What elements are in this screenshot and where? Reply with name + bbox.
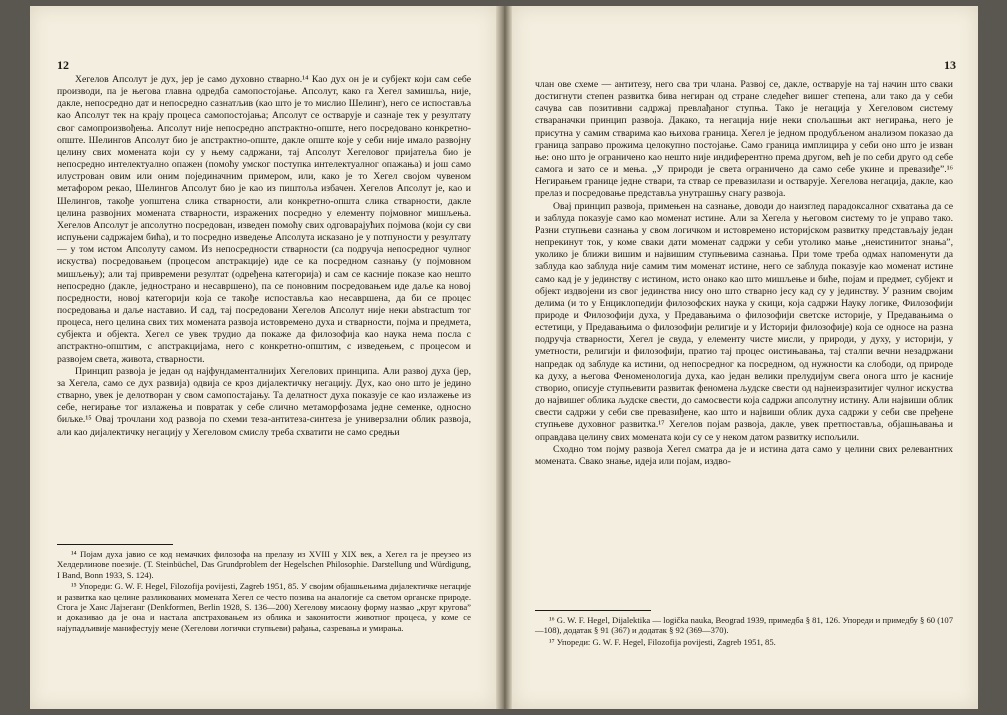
left-footnotes <box>57 549 471 634</box>
footnote: ¹⁶ G. W. F. Hegel, Dijalektika — logička nauka, Beograd 1939, примедба § 81, 126. Упореди и примедбу § 60 (107—108), додатак § 91 (367) и додатак § 92 (369—370). <box>535 615 953 636</box>
left-page-body <box>57 74 471 439</box>
left-page <box>30 6 496 709</box>
page-number-right: 13 <box>944 58 956 72</box>
footnote: ¹⁴ Појам духа јавио се код немачких филозофа на прелазу из XVIII у XIX век, а Хегел га је преузео из Хелдерлинове поезије. (Т. Steinbüchel, Das Grundproblem der Hegelschen Philosophie. Darstellung und Würdigung, I Band, Bonn 1933, S. 124). <box>57 549 471 580</box>
paragraph: члан ове схеме — антитезу, него сва три члана. Развој се, дакле, остварује на тај начин што сваки достигнути степен развитка бива негиран од стране следећег вишег степена, али тако да у себи сачува сав позитивни садржај превлађаног ступња. Тако је негација у Хегеловом систему ствараначки принцип развоја. Дакако, та негација није неки спољашњи акт негирања, него је присутна у самим стварима као њихова граница. Хегел је једном продубљеном анализом показао да граница заправо прожима целокупно постојање. Само граница имплицира у себи оно што је изван ње: оно што је ограничено као нешто није индиферентно према другом, већ је по себи друго од себе самога и зато се и мења. „У природи је света ограничено да само себе укине и превазиђе”.¹⁶ Негирањем границе једне ствари, та ствар се превазилази и остварује. Хегелова негација, дакле, као прелаз и посредовање представља унутрашњу снагу развоја. <box>535 79 953 200</box>
footnote-rule <box>57 544 173 545</box>
book-gutter <box>496 6 512 709</box>
footnote-rule <box>535 610 651 611</box>
footnote: ¹⁷ Упореди: G. W. F. Hegel, Filozofija povijesti, Zagreb 1951, 85. <box>549 636 776 647</box>
footnote: ¹⁵ Упореди: G. W. F. Hegel, Filozofija povijesti, Zagreb 1951, 85. У својим објашњењима дијалектичке негације и развитка као целине разликованих момената Хегел се често позива на аналогије са светом органске природе. Стога је Ханс Лајзеганг (Denkformen, Berlin 1928, S. 136—200) Хегелову мисаону форму назвао „круг кругова” и доказивао да је она и настала апстраховањем из облика и законитости животног процеса, у коме се најупадљивије манифестују мене (Хегелови логички ступњеви) рађања, сазревања и умирања. <box>57 581 471 633</box>
right-footnotes <box>535 615 953 648</box>
paragraph: Овај принцип развоја, примењен на сазнање, доводи до наизглед парадоксалног схватања да се и заблуда показује само као моменат истине. Али за Хегела у његовом систему то је управо тако. Разни ступњеви сазнања у свом логичком и истовремено историјском развитку представљају један непрекинут ток, у коме сваки дати моменат садржи у себи утолико мање „неистинитог знања”, уколико је ближи вишим и највишим ступњевима сазнања. При томе треба одмах напоменути да заблуда као заблуда није самим тим моменат истине, него се заблуда показује као моменат истине само кад је у јединству с истином, исто онако као што мишљење и биће, појам и предмет, субјект и објект издвојени из свог јединства нису оно што стварно јесу кад су у јединству. У разним својим делима (и то у Енциклопедији филозофских наука у скици, која садржи Науку логике, Филозофији природе и Филозофији духа, у Предавањима о филозофији светске историје, у Предавањима о естетици, у Предавањима о филозофији религије и у Историји филозофије) која се односе на разна подручја стварности, Хегел је свуда, у елементу чисте мисли, у природи, у духу, у историји, у уметности, религији и филозофији, пратио тај процес оистињавања, тај сталпи вечни незадржани напредак од заблуде ка истини, од непосредног ка посредном, од нужности ка слободи, од природе ка духу, а његова Феноменологија духа, као један велики прелудијум свега онога што је касније створио, описује ступњевити развитак феномена људске свести од најнеизразитијег чулног искуства до највишег облика људске свести, до самосвести која садржи апсолутну истину. Али највиши облик свести садржи у себи све превазиђене, као што и највиши облик духа садржи у себи све пређене ступњеве духовног развитка.¹⁷ Хегелов појам развоја, дакле, увек претпоставља, објашњавања и оправдава целину свих момената који су се у неком датом развитку испољили. <box>535 200 953 443</box>
page-number-left: 12 <box>57 58 69 72</box>
right-page-body <box>535 79 953 468</box>
right-page <box>512 6 978 709</box>
paragraph: Принцип развоја је један од најфундаменталнијих Хегелових принципа. Али развој духа (јер, за Хегела, само се дух развија) одвија се кроз дијалектичку негацију. Дух, као оно што је једино стварно, увек је делотворан у свом самопостајању. Та делатност духа показује се као излажење из себе, негирање тог излажења и повратак у себе слично метаморфозама једне семенке, односно биљке.¹⁵ Овај трочлани ход развоја по схеми теза-антитеза-синтеза је универзални облик развоја, али као дијалектичку негацију у Хегеловом смислу треба схватити не само средњи <box>57 365 471 438</box>
paragraph: Сходно том појму развоја Хегел сматра да је и истина дата само у целини свих релевантних момената. Свако знање, идеја или појам, издво- <box>535 443 953 467</box>
paragraph: Хегелов Апсолут је дух, јер је само духовно стварно.¹⁴ Као дух он је и субјект који сам себе производи, па је његова главна одредба самопостојање. Апсолут, како га Хегел замишља, није, дакле, непосредно дат и непосредно сазнатљив (као што је то мислио Шелинг), него се испоставља као Апсолут тек на крају процеса самопостојања; Апсолут се остварује и сазнаје тек у резултату свог самопроизвођења. Апсолут није непосредно апстрактно-опште, него посредовано конкретно-опште. Шелингов Апсолут био је апстрактно-опште, дакле опште које у себи није имало развојну целину свих момената који су у њему садржани, тај Апсолут Хегеловог пријатеља био је непосредно интелектуално опажен (помоћу умског поступка интелектуалног опажања) и још само илустрован овим или оним појединачним примером, или, како је то Хегел својом чувеном метафором рекао, Шелингов Апсолут био је као из пиштоља избачен. Хегелов Апсолут је, као и Шелингов, такође уопштена слика стварности, али конкретно-општа слика стварности, дакле целина развојних момената стварности, изражених посредно у елементу појмовног мишљења. Хегелов Апсолут је апсолутно посредован, изведен помоћу свих одговарајућих појмова (који су сви испуњени садржајем бића), и то посредно изведење Апсолута исказано је у потпуности у резултату — у том истом Апсолуту самом. Из непосредности стварности (са подручја непосредног чулног искуства) посредовањем (процесом апстракције) иде се ка посредном сазнању (у појмовном мишљењу); али тај привремени резултат (одређена категорија) и сам се касније показе као нешто непосредно (дакле, једнострано и несавршено), па се поновним посредовањем иде даље ка новој посредности, новој категорији која се такође испоставља као несавршена, да би се процес посредовања и даље наставио. И сад, тај посредовани Хегелов Апсолут није неки abstractum тог процеса, него целина свих тих момената развоја истовремено духа и стварности, појма и предмета, субјекта и објекта. Хегел се увек трудио да покаже да филозофија као наука нема посла с апстрактно-општим, с апстракцијама, него с конкретно-општим, с изведењем, с процесом и развојем света, живота, стварности. <box>57 74 471 365</box>
